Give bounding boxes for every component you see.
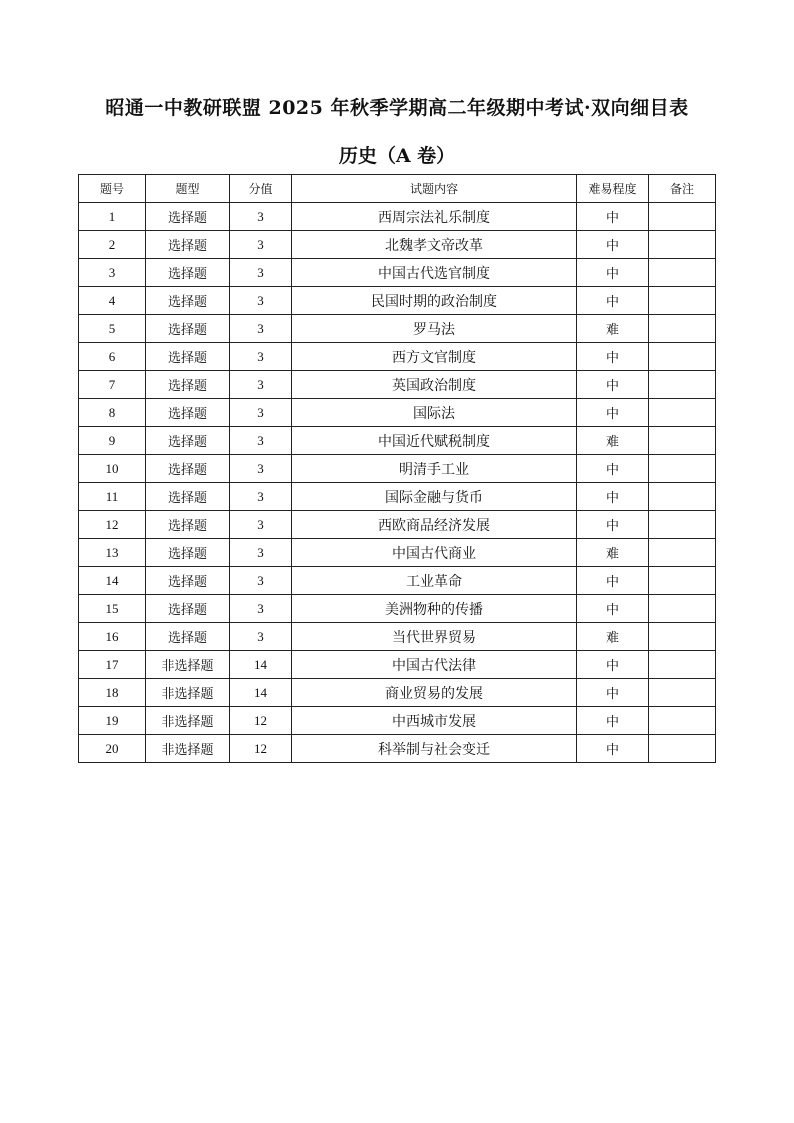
cell-number: 12 <box>79 511 146 539</box>
cell-content: 科举制与社会变迁 <box>292 735 577 763</box>
cell-type: 选择题 <box>146 259 230 287</box>
cell-difficulty: 中 <box>577 259 649 287</box>
table-row <box>79 651 716 679</box>
cell-type: 选择题 <box>146 567 230 595</box>
cell-content: 中国古代选官制度 <box>292 259 577 287</box>
header-number: 题号 <box>79 175 146 203</box>
cell-content: 北魏孝文帝改革 <box>292 231 577 259</box>
cell-number: 20 <box>79 735 146 763</box>
cell-score: 3 <box>230 483 292 511</box>
cell-content: 西周宗法礼乐制度 <box>292 203 577 231</box>
cell-remark <box>649 651 716 679</box>
cell-type: 选择题 <box>146 315 230 343</box>
cell-remark <box>649 287 716 315</box>
header-content: 试题内容 <box>292 175 577 203</box>
cell-type: 选择题 <box>146 455 230 483</box>
cell-type: 选择题 <box>146 371 230 399</box>
table-row <box>79 483 716 511</box>
cell-number: 5 <box>79 315 146 343</box>
cell-type: 非选择题 <box>146 707 230 735</box>
cell-type: 选择题 <box>146 483 230 511</box>
document-title: 昭通一中教研联盟 2025 年秋季学期高二年级期中考试·双向细目表 <box>105 97 689 119</box>
cell-difficulty: 难 <box>577 315 649 343</box>
cell-number: 10 <box>79 455 146 483</box>
cell-number: 17 <box>79 651 146 679</box>
cell-score: 3 <box>230 539 292 567</box>
table-row <box>79 455 716 483</box>
cell-type: 非选择题 <box>146 679 230 707</box>
cell-score: 14 <box>230 679 292 707</box>
table-row <box>79 707 716 735</box>
cell-score: 3 <box>230 343 292 371</box>
cell-remark <box>649 735 716 763</box>
cell-score: 3 <box>230 231 292 259</box>
table-row <box>79 259 716 287</box>
cell-difficulty: 中 <box>577 735 649 763</box>
table-row <box>79 371 716 399</box>
table-row <box>79 567 716 595</box>
cell-difficulty: 中 <box>577 511 649 539</box>
cell-content: 英国政治制度 <box>292 371 577 399</box>
cell-score: 3 <box>230 315 292 343</box>
cell-content: 国际法 <box>292 399 577 427</box>
cell-difficulty: 中 <box>577 455 649 483</box>
cell-difficulty: 中 <box>577 567 649 595</box>
cell-difficulty: 中 <box>577 483 649 511</box>
cell-difficulty: 难 <box>577 623 649 651</box>
cell-score: 14 <box>230 651 292 679</box>
cell-score: 3 <box>230 203 292 231</box>
cell-content: 工业革命 <box>292 567 577 595</box>
cell-difficulty: 难 <box>577 427 649 455</box>
spec-table <box>78 174 716 763</box>
cell-remark <box>649 511 716 539</box>
cell-difficulty: 中 <box>577 679 649 707</box>
table-row <box>79 203 716 231</box>
table-row <box>79 679 716 707</box>
cell-content: 罗马法 <box>292 315 577 343</box>
cell-content: 西欧商品经济发展 <box>292 511 577 539</box>
cell-content: 商业贸易的发展 <box>292 679 577 707</box>
table-row <box>79 399 716 427</box>
cell-remark <box>649 595 716 623</box>
cell-difficulty: 难 <box>577 539 649 567</box>
cell-type: 选择题 <box>146 595 230 623</box>
cell-remark <box>649 315 716 343</box>
cell-type: 选择题 <box>146 539 230 567</box>
header-remark: 备注 <box>649 175 716 203</box>
cell-score: 3 <box>230 427 292 455</box>
cell-remark <box>649 679 716 707</box>
cell-content: 中国古代商业 <box>292 539 577 567</box>
cell-content: 中国近代赋税制度 <box>292 427 577 455</box>
cell-score: 3 <box>230 455 292 483</box>
cell-score: 3 <box>230 259 292 287</box>
header-difficulty: 难易程度 <box>577 175 649 203</box>
cell-remark <box>649 623 716 651</box>
cell-number: 18 <box>79 679 146 707</box>
cell-score: 3 <box>230 567 292 595</box>
cell-content: 国际金融与货币 <box>292 483 577 511</box>
cell-content: 当代世界贸易 <box>292 623 577 651</box>
cell-type: 非选择题 <box>146 735 230 763</box>
cell-number: 16 <box>79 623 146 651</box>
table-row <box>79 595 716 623</box>
cell-type: 选择题 <box>146 511 230 539</box>
cell-score: 3 <box>230 595 292 623</box>
cell-type: 选择题 <box>146 203 230 231</box>
cell-number: 13 <box>79 539 146 567</box>
cell-remark <box>649 707 716 735</box>
table-row <box>79 427 716 455</box>
cell-score: 12 <box>230 707 292 735</box>
table-body <box>79 203 716 763</box>
table-row <box>79 511 716 539</box>
cell-type: 非选择题 <box>146 651 230 679</box>
cell-number: 9 <box>79 427 146 455</box>
table-row <box>79 623 716 651</box>
cell-number: 7 <box>79 371 146 399</box>
cell-number: 8 <box>79 399 146 427</box>
cell-score: 3 <box>230 511 292 539</box>
cell-remark <box>649 427 716 455</box>
cell-type: 选择题 <box>146 427 230 455</box>
cell-difficulty: 中 <box>577 399 649 427</box>
cell-remark <box>649 259 716 287</box>
cell-content: 美洲物种的传播 <box>292 595 577 623</box>
table-row <box>79 315 716 343</box>
document-subtitle: 历史（A 卷） <box>338 145 456 167</box>
table-row <box>79 287 716 315</box>
cell-number: 2 <box>79 231 146 259</box>
table-row <box>79 539 716 567</box>
cell-type: 选择题 <box>146 231 230 259</box>
cell-remark <box>649 371 716 399</box>
cell-difficulty: 中 <box>577 343 649 371</box>
cell-difficulty: 中 <box>577 651 649 679</box>
table-row <box>79 735 716 763</box>
cell-number: 15 <box>79 595 146 623</box>
cell-number: 4 <box>79 287 146 315</box>
cell-content: 中西城市发展 <box>292 707 577 735</box>
cell-remark <box>649 539 716 567</box>
cell-type: 选择题 <box>146 287 230 315</box>
cell-difficulty: 中 <box>577 595 649 623</box>
cell-remark <box>649 483 716 511</box>
header-type: 题型 <box>146 175 230 203</box>
header-score: 分值 <box>230 175 292 203</box>
table-row <box>79 343 716 371</box>
cell-content: 民国时期的政治制度 <box>292 287 577 315</box>
cell-score: 3 <box>230 287 292 315</box>
table-header-row <box>79 175 716 203</box>
cell-difficulty: 中 <box>577 231 649 259</box>
cell-number: 3 <box>79 259 146 287</box>
cell-type: 选择题 <box>146 623 230 651</box>
cell-score: 3 <box>230 371 292 399</box>
cell-type: 选择题 <box>146 399 230 427</box>
cell-number: 14 <box>79 567 146 595</box>
cell-remark <box>649 203 716 231</box>
cell-difficulty: 中 <box>577 287 649 315</box>
table-row <box>79 231 716 259</box>
cell-content: 明清手工业 <box>292 455 577 483</box>
cell-remark <box>649 399 716 427</box>
cell-remark <box>649 567 716 595</box>
cell-content: 西方文官制度 <box>292 343 577 371</box>
cell-content: 中国古代法律 <box>292 651 577 679</box>
cell-score: 12 <box>230 735 292 763</box>
cell-score: 3 <box>230 399 292 427</box>
cell-score: 3 <box>230 623 292 651</box>
cell-number: 1 <box>79 203 146 231</box>
cell-type: 选择题 <box>146 343 230 371</box>
cell-remark <box>649 231 716 259</box>
cell-difficulty: 中 <box>577 203 649 231</box>
cell-difficulty: 中 <box>577 707 649 735</box>
cell-number: 11 <box>79 483 146 511</box>
cell-remark <box>649 455 716 483</box>
cell-number: 6 <box>79 343 146 371</box>
cell-number: 19 <box>79 707 146 735</box>
cell-remark <box>649 343 716 371</box>
cell-difficulty: 中 <box>577 371 649 399</box>
